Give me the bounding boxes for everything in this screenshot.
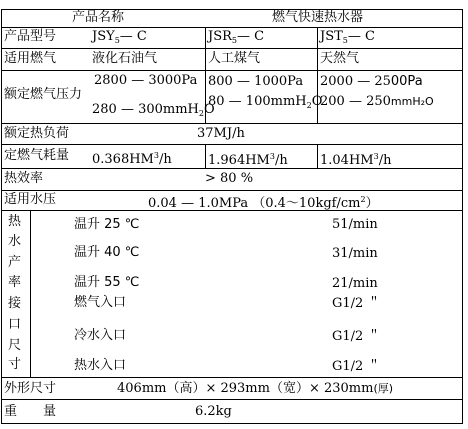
water-output-label-char: 产 xyxy=(8,255,22,270)
gas-pressure-label: 额定燃气压力 xyxy=(4,87,83,102)
gas-pressure-jst-mm: 200 — 250mmH₂O xyxy=(320,94,434,109)
gas-pressure-jst-pa: 2000 — 2500Pa xyxy=(320,74,423,89)
rule-bottom xyxy=(1,423,463,424)
gas-pressure-jsy-mm: 280 — 300mmH$_2$O xyxy=(92,102,215,118)
connections-label-char: 尺 xyxy=(8,338,22,353)
water-output-item: 温升 55 ℃ xyxy=(74,275,140,290)
rule-col-jsr-consumption xyxy=(205,144,206,169)
gas-consumption-jsr: $1.964HM^3/h$ xyxy=(208,152,288,168)
water-pressure-value: 0.04 — 1.0MPa $(0.4\sim 10kgf/cm^2)$ xyxy=(148,195,379,211)
model-label: 产品型号 xyxy=(4,29,57,44)
gas-type-jsr: 人工煤气 xyxy=(208,51,261,66)
rule-after-pressure xyxy=(1,123,463,124)
model-jsr: $JSR_5—$ C xyxy=(208,29,265,45)
product-name-label: 产品名称 xyxy=(72,10,125,25)
water-output-label-char: 率 xyxy=(8,275,22,290)
water-output-item: 温升 25 ℃ xyxy=(74,217,140,232)
connection-value: G1/2 ＂ xyxy=(332,359,381,374)
model-jsy: $JSY_5—$ C xyxy=(92,29,147,45)
rule-right xyxy=(462,9,463,424)
model-jst: $JST_5—$ C xyxy=(320,29,375,45)
rule-label-column xyxy=(30,210,31,378)
water-output-label-char: 水 xyxy=(8,234,22,249)
rule-after-dimensions xyxy=(1,399,463,400)
water-output-label-char: 热 xyxy=(8,214,22,229)
water-output-value: 31/min xyxy=(332,246,378,261)
connection-item: 燃气入口 xyxy=(74,295,127,310)
rule-after-header xyxy=(1,27,463,28)
rule-after-gas-type xyxy=(1,70,463,71)
connections-label-char: 寸 xyxy=(8,357,22,372)
dimensions-value: 406mm（高）× 293mm（宽）× 230mm(厚) xyxy=(117,381,394,396)
connections-label-char: 接 xyxy=(8,296,22,311)
gas-pressure-jsy-pa: 2800 — 3000Pa xyxy=(94,73,198,88)
water-output-item: 温升 40 ℃ xyxy=(74,245,140,260)
gas-consumption-label: 定燃气耗量 xyxy=(4,148,70,163)
gas-consumption-jsy: $0.368HM^3/h$ xyxy=(92,151,172,167)
weight-value: 6.2kg xyxy=(195,404,232,419)
heat-load-label: 额定热负荷 xyxy=(4,126,70,141)
rule-left xyxy=(1,9,2,424)
water-pressure-label: 适用水压 xyxy=(4,192,57,207)
connection-item: 热水入口 xyxy=(74,358,127,373)
product-name-value: 燃气快速热水器 xyxy=(272,10,364,25)
weight-label: 重 量 xyxy=(4,404,57,419)
heat-load-value: 37MJ/h xyxy=(197,126,245,141)
gas-pressure-jsr-mm: 80 — 100mmH$_2$O xyxy=(208,94,323,110)
gas-type-jst: 天然气 xyxy=(320,51,360,66)
water-output-value: 51/min xyxy=(332,217,378,232)
connection-item: 冷水入口 xyxy=(74,328,127,343)
gas-type-label: 适用燃气 xyxy=(4,51,57,66)
efficiency-label: 热效率 xyxy=(4,171,44,186)
rule-after-heat-load xyxy=(1,144,463,145)
efficiency-value: > 80 % xyxy=(205,171,254,186)
connection-value: G1/2 ＂ xyxy=(332,296,381,311)
water-output-value: 21/min xyxy=(332,276,378,291)
rule-after-efficiency xyxy=(1,190,463,191)
rule-top xyxy=(1,9,463,10)
dimensions-label: 外形尺寸 xyxy=(4,381,57,396)
connection-value: G1/2 ＂ xyxy=(332,329,381,344)
gas-pressure-jsr-pa: 800 — 1000Pa xyxy=(208,74,304,89)
rule-after-connections xyxy=(1,377,463,378)
gas-consumption-jst: $1.04HM^3/h$ xyxy=(320,152,392,168)
gas-type-jsy: 液化石油气 xyxy=(92,51,158,66)
rule-col-jst-consumption xyxy=(317,144,318,169)
connections-label-char: 口 xyxy=(8,317,22,332)
